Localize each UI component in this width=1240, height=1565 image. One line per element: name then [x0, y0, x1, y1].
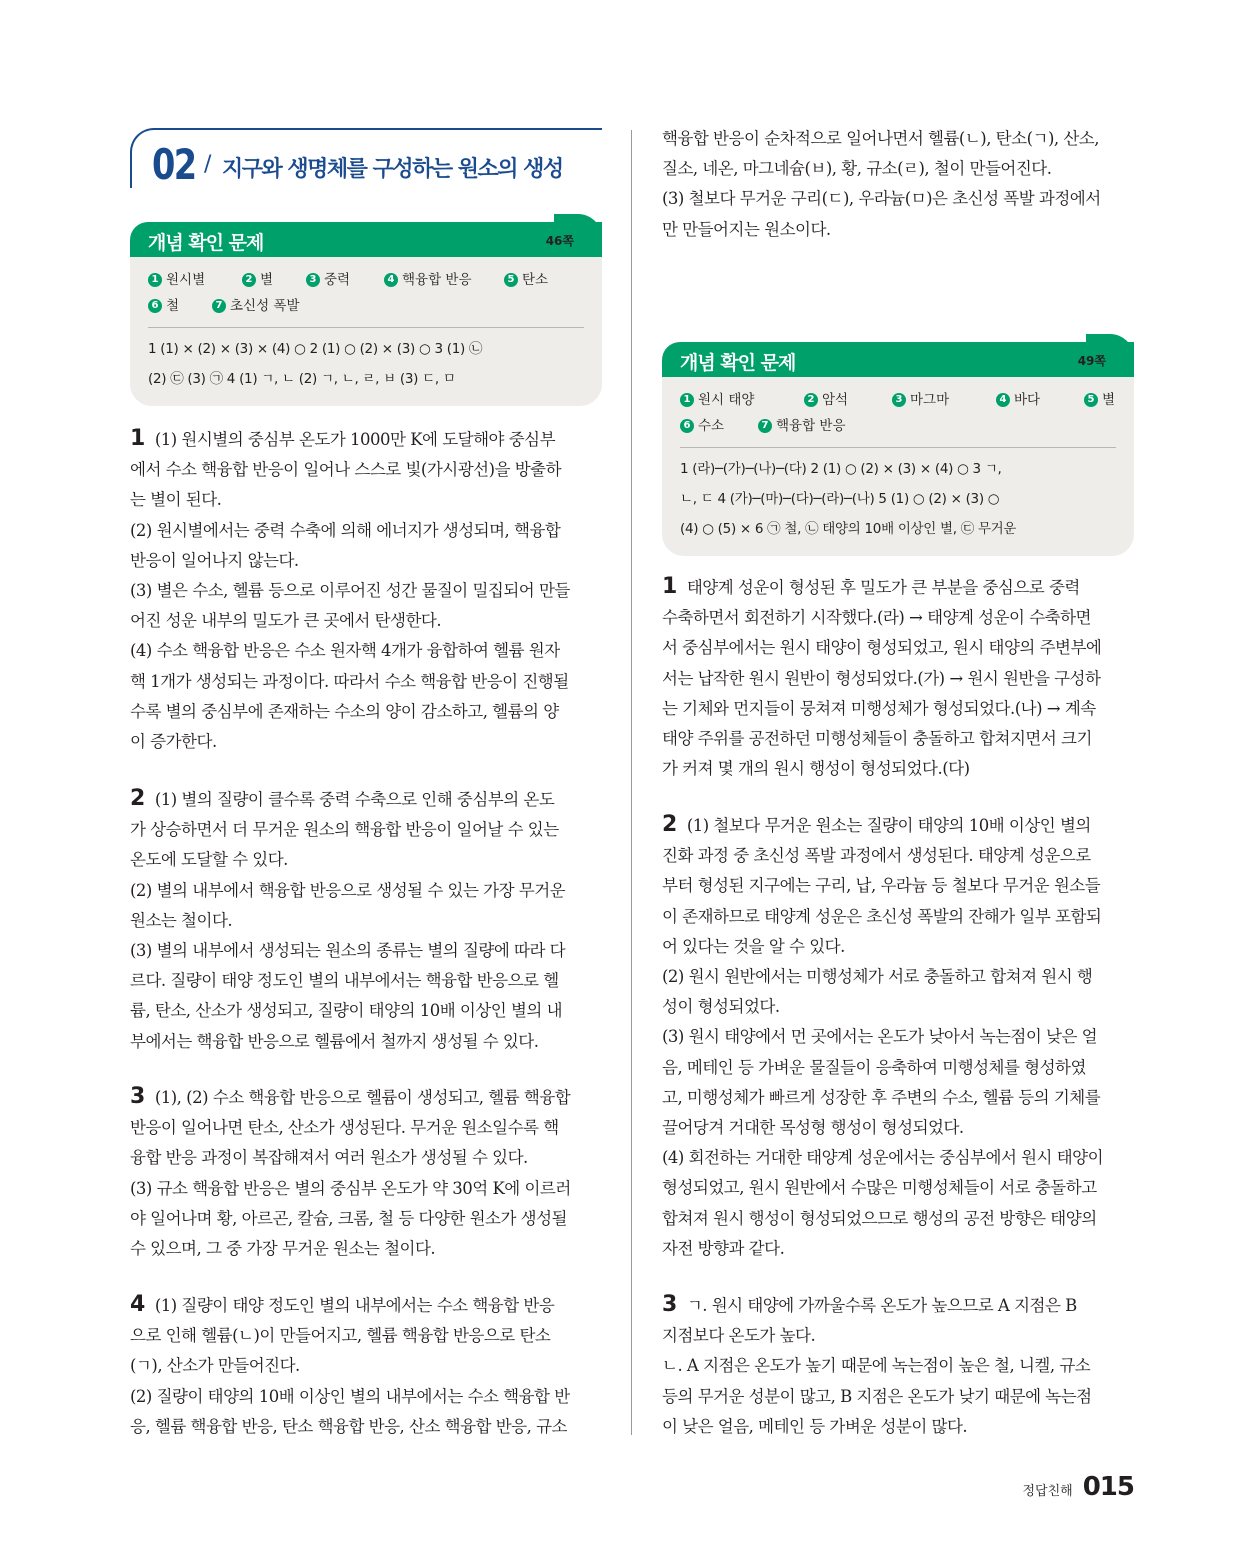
question-number: 2 — [662, 812, 677, 837]
keyword-item — [804, 387, 892, 413]
text-line: 태양 주위를 공전하던 미행성체들이 충돌하고 합쳐지면서 크기 — [662, 729, 1092, 749]
text-line: (3) 철보다 무거운 구리(ㄷ), 우라늄(ㅁ)은 초신성 폭발 과정에서 — [662, 189, 1101, 209]
keyword-text: 암석 — [822, 392, 849, 408]
keyword-number: 2 — [804, 393, 818, 407]
keyword-number: 6 — [680, 419, 694, 433]
keyword-number: 5 — [504, 273, 518, 287]
keyword-item — [384, 267, 504, 293]
answer-line: 1 (라)─(가)─(나)─(다) 2 (1) ○ (2) × (3) × (4) ○ 3 ㄱ, — [680, 461, 1002, 477]
concept-box-body — [662, 377, 1134, 556]
answer-explanation-4 — [130, 1290, 602, 1442]
keyword-number: 1 — [148, 273, 162, 287]
keyword-number: 6 — [148, 299, 162, 313]
text-line: 융합 반응 과정이 복잡해져서 여러 원소가 생성될 수 있다. — [130, 1148, 528, 1168]
keyword-row — [148, 267, 584, 293]
text-line: (2) 원시 원반에서는 미행성체가 서로 충돌하고 합쳐져 원시 행 — [662, 967, 1093, 987]
answer-explanation-r3 — [662, 1290, 1134, 1442]
text-line: 는 별이 된다. — [130, 490, 222, 510]
keyword-text: 핵융합 반응 — [402, 272, 472, 288]
text-line: 형성되었고, 원시 원반에서 수많은 미행성체들이 서로 충돌하고 — [662, 1178, 1097, 1198]
chapter-number: 02 — [152, 140, 196, 189]
keyword-number: 1 — [680, 393, 694, 407]
text-line: 반응이 일어나지 않는다. — [130, 550, 299, 570]
concept-check-box-left — [130, 222, 602, 406]
keyword-item — [892, 387, 996, 413]
keyword-number: 3 — [306, 273, 320, 287]
text-line: (ㄱ), 산소가 만들어진다. — [130, 1356, 300, 1376]
question-number: 3 — [130, 1084, 145, 1109]
text-line — [662, 810, 1134, 841]
text-line: (4) 회전하는 거대한 태양계 성운에서는 중심부에서 원시 태양이 — [662, 1148, 1104, 1168]
chapter-slash: / — [204, 152, 212, 177]
text-line: 부터 형성된 지구에는 구리, 납, 우라늄 등 철보다 무거운 원소들 — [662, 876, 1101, 896]
chapter-rule — [154, 128, 602, 130]
text-line: 성이 형성되었다. — [662, 997, 780, 1017]
keyword-number: 5 — [1084, 393, 1098, 407]
text-line: 자전 방향과 같다. — [662, 1238, 785, 1258]
concept-box-header — [662, 342, 1134, 378]
question-number: 2 — [130, 786, 145, 811]
chapter-header — [130, 128, 602, 190]
text-line — [130, 784, 602, 815]
text-line: (2) 별의 내부에서 핵융합 반응으로 생성될 수 있는 가장 무거운 — [130, 880, 566, 900]
text-line: 륨, 탄소, 산소가 생성되고, 질량이 태양의 10배 이상인 별의 내 — [130, 1001, 563, 1021]
text-line: 부에서는 핵융합 반응으로 헬륨에서 철까지 생성될 수 있다. — [130, 1031, 539, 1051]
keyword-row — [680, 413, 1116, 439]
divider-line — [680, 447, 1116, 448]
text-line: 온도에 도달할 수 있다. — [130, 850, 288, 870]
chapter-title: 지구와 생명체를 구성하는 원소의 생성 — [222, 157, 563, 182]
keyword-text: 원시 태양 — [698, 392, 755, 408]
text-line: 야 일어나며 황, 아르곤, 칼슘, 크롬, 철 등 다양한 원소가 생성될 — [130, 1208, 567, 1228]
text-line — [130, 424, 602, 455]
text-line: 이 존재하므로 태양계 성운은 초신성 폭발의 잔해가 일부 포함되 — [662, 906, 1102, 926]
keyword-number: 4 — [996, 393, 1010, 407]
keyword-item — [758, 413, 846, 439]
text-line — [130, 1290, 602, 1321]
text-line: 는 기체와 먼지들이 뭉쳐져 미행성체가 형성되었다.(나) → 계속 — [662, 698, 1096, 718]
answer-line: (2) ㉢ (3) ㉠ 4 (1) ㄱ, ㄴ (2) ㄱ, ㄴ, ㄹ, ㅂ (3) ㄷ, ㅁ — [148, 371, 456, 387]
text-line-content: (1), (2) 수소 핵융합 반응으로 헬륨이 생성되고, 헬륨 핵융합 — [154, 1088, 571, 1107]
text-line-content: ㄱ. 원시 태양에 가까울수록 온도가 높으므로 A 지점은 B — [686, 1296, 1077, 1315]
text-line: 수 있으며, 그 중 가장 무거운 원소는 철이다. — [130, 1239, 436, 1259]
concept-box-title: 개념 확인 문제 — [148, 232, 264, 254]
keyword-text: 마그마 — [910, 392, 950, 408]
question-number: 3 — [662, 1292, 677, 1317]
question-number: 1 — [130, 426, 145, 451]
concept-check-box-right — [662, 342, 1134, 556]
concept-box-body — [130, 257, 602, 406]
question-number: 1 — [662, 574, 677, 599]
column-divider — [631, 130, 632, 1435]
text-line: 에서 수소 핵융합 반응이 일어나 스스로 빛(가시광선)을 방출하 — [130, 460, 562, 480]
keyword-item — [148, 267, 242, 293]
keyword-item — [212, 293, 300, 319]
text-line — [130, 1082, 602, 1113]
keyword-item — [996, 387, 1084, 413]
text-line: 진화 과정 중 초신성 폭발 과정에서 생성된다. 태양계 성운으로 — [662, 846, 1091, 866]
keyword-text: 별 — [260, 272, 274, 288]
keyword-number: 7 — [212, 299, 226, 313]
keyword-number: 3 — [892, 393, 906, 407]
answer-line: (4) ○ (5) × 6 ㉠ 철, ㉡ 태양의 10배 이상인 별, ㉢ 무거운 — [680, 521, 1017, 537]
text-line: (2) 질량이 태양의 10배 이상인 별의 내부에서는 수소 핵융합 반 — [130, 1386, 570, 1406]
text-line: (3) 규소 핵융합 반응은 별의 중심부 온도가 약 30억 K에 이르러 — [130, 1178, 571, 1198]
text-line-content: 태양계 성운이 형성된 후 밀도가 큰 부분을 중심으로 중력 — [686, 578, 1080, 597]
keyword-text: 초신성 폭발 — [230, 298, 300, 314]
text-line: 이 낮은 얼음, 메테인 등 가벼운 성분이 많다. — [662, 1416, 968, 1436]
text-line-content: (1) 원시별의 중심부 온도가 1000만 K에 도달해야 중심부 — [154, 430, 556, 449]
answer-line: 1 (1) × (2) × (3) × (4) ○ 2 (1) ○ (2) × (3) ○ 3 (1) ㉡ — [148, 341, 483, 357]
keyword-item — [504, 267, 548, 293]
text-line: ㄴ. A 지점은 온도가 높기 때문에 녹는점이 높은 철, 니켈, 규소 — [662, 1356, 1091, 1376]
answer-explanation-r2 — [662, 810, 1134, 1264]
continued-text — [662, 124, 1134, 245]
text-line-content: (1) 질량이 태양 정도인 별의 내부에서는 수소 핵융합 반응 — [154, 1296, 555, 1315]
text-line: 응, 헬륨 핵융합 반응, 탄소 핵융합 반응, 산소 핵융합 반응, 규소 — [130, 1416, 567, 1436]
page-footer — [1022, 1472, 1134, 1502]
keyword-text: 수소 — [698, 418, 725, 434]
answer-explanation-3 — [130, 1082, 602, 1264]
text-line: 르다. 질량이 태양 정도인 별의 내부에서는 핵융합 반응으로 헬 — [130, 971, 559, 991]
text-line: (2) 원시별에서는 중력 수축에 의해 에너지가 생성되며, 핵융합 — [130, 520, 561, 540]
concept-box-header — [130, 222, 602, 258]
text-line: 질소, 네온, 마그네슘(ㅂ), 황, 규소(ㄹ), 철이 만들어진다. — [662, 159, 1052, 179]
keyword-text: 탄소 — [522, 272, 549, 288]
text-line: 고, 미행성체가 빠르게 성장한 후 주변의 수소, 헬륨 등의 기체를 — [662, 1087, 1101, 1107]
keyword-text: 핵융합 반응 — [776, 418, 846, 434]
text-line-content: (1) 철보다 무거운 원소는 질량이 태양의 10배 이상인 별의 — [686, 816, 1091, 835]
text-line: 원소는 철이다. — [130, 910, 233, 930]
text-line: 어진 성운 내부의 밀도가 큰 곳에서 탄생한다. — [130, 611, 442, 631]
answer-line: ㄴ, ㄷ 4 (가)─(마)─(다)─(라)─(나) 5 (1) ○ (2) × (3) ○ — [680, 491, 1000, 507]
keyword-row — [680, 387, 1116, 413]
text-line: 이 증가한다. — [130, 732, 217, 752]
text-line: 수록 별의 중심부에 존재하는 수소의 양이 감소하고, 헬륨의 양 — [130, 701, 559, 721]
text-line: 으로 인해 헬륨(ㄴ)이 만들어지고, 헬륨 핵융합 반응으로 탄소 — [130, 1326, 551, 1346]
concept-box-page: 49쪽 — [1077, 354, 1106, 368]
keyword-row — [148, 293, 584, 319]
text-line: 가 커져 몇 개의 원시 행성이 형성되었다.(다) — [662, 759, 970, 779]
text-line — [662, 572, 1134, 603]
text-line: 가 상승하면서 더 무거운 원소의 핵융합 반응이 일어날 수 있는 — [130, 820, 559, 840]
keyword-item — [148, 293, 212, 319]
text-line: (3) 원시 태양에서 먼 곳에서는 온도가 낮아서 녹는점이 낮은 얼 — [662, 1027, 1098, 1047]
answer-explanation-1 — [130, 424, 602, 757]
keyword-number: 2 — [242, 273, 256, 287]
keyword-item — [242, 267, 306, 293]
keyword-text: 철 — [166, 298, 180, 314]
text-line — [662, 1290, 1134, 1321]
keyword-item — [680, 413, 758, 439]
concept-box-title: 개념 확인 문제 — [680, 352, 796, 374]
keyword-text: 바다 — [1014, 392, 1041, 408]
text-line: 음, 메테인 등 가벼운 물질들이 응축하여 미행성체를 형성하였 — [662, 1057, 1086, 1077]
text-line: (3) 별은 수소, 헬륨 등으로 이루어진 성간 물질이 밀집되어 만들 — [130, 581, 570, 601]
text-line: 수축하면서 회전하기 시작했다.(라) → 태양계 성운이 수축하면 — [662, 608, 1091, 628]
keyword-item — [306, 267, 384, 293]
text-line: 끌어당겨 거대한 목성형 행성이 형성되었다. — [662, 1118, 964, 1138]
text-line-content: (1) 별의 질량이 클수록 중력 수축으로 인해 중심부의 온도 — [154, 790, 555, 809]
keyword-number: 7 — [758, 419, 772, 433]
text-line: 등의 무거운 성분이 많고, B 지점은 온도가 낮기 때문에 녹는점 — [662, 1386, 1092, 1406]
text-line: 지점보다 온도가 높다. — [662, 1326, 816, 1346]
text-line: (4) 수소 핵융합 반응은 수소 원자핵 4개가 융합하여 헬륨 원자 — [130, 641, 560, 661]
text-line: 핵융합 반응이 순차적으로 일어나면서 헬륨(ㄴ), 탄소(ㄱ), 산소, — [662, 129, 1099, 148]
text-line: 반응이 일어나면 탄소, 산소가 생성된다. 무거운 원소일수록 핵 — [130, 1118, 559, 1138]
answer-explanation-2 — [130, 784, 602, 1057]
concept-box-page: 46쪽 — [545, 234, 574, 248]
text-line: 어 있다는 것을 알 수 있다. — [662, 936, 845, 956]
keyword-text: 중력 — [324, 272, 351, 288]
keyword-number: 4 — [384, 273, 398, 287]
text-line: (3) 별의 내부에서 생성되는 원소의 종류는 별의 질량에 따라 다 — [130, 941, 566, 961]
question-number: 4 — [130, 1292, 145, 1317]
keyword-text: 별 — [1102, 392, 1116, 408]
keyword-item — [680, 387, 804, 413]
divider-line — [148, 327, 584, 328]
text-line: 핵 1개가 생성되는 과정이다. 따라서 수소 핵융합 반응이 진행될 — [130, 671, 569, 691]
text-line: 만 만들어지는 원소이다. — [662, 219, 831, 239]
text-line: 서 중심부에서는 원시 태양이 형성되었고, 원시 태양의 주변부에 — [662, 638, 1102, 658]
keyword-text: 원시별 — [166, 272, 206, 288]
text-line: 서는 납작한 원시 원반이 형성되었다.(가) → 원시 원반을 구성하 — [662, 668, 1101, 688]
answer-explanation-r1 — [662, 572, 1134, 784]
footer-label: 정답친해 — [1022, 1484, 1073, 1499]
text-line: 합쳐져 원시 행성이 형성되었으므로 행성의 공전 방향은 태양의 — [662, 1208, 1097, 1228]
page-number: 015 — [1082, 1472, 1134, 1502]
keyword-item — [1084, 387, 1115, 413]
